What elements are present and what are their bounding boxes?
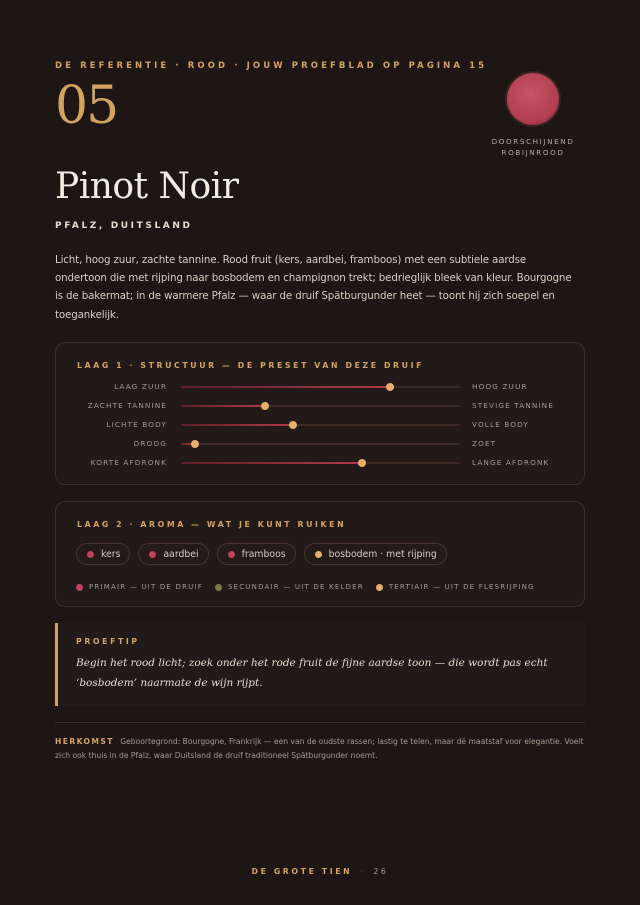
structure-slider-row — [56, 457, 584, 469]
origin-label: HERKOMST — [55, 737, 114, 746]
aroma-legend — [76, 583, 535, 591]
color-swatch — [507, 73, 559, 125]
page-footer — [0, 867, 640, 876]
slider-track[interactable] — [181, 386, 460, 388]
aroma-chip[interactable] — [304, 543, 447, 565]
slider-left-label: LAAG ZUUR — [114, 382, 167, 391]
aroma-chip-label: framboos — [241, 548, 286, 560]
divider — [55, 722, 585, 723]
slider-knob[interactable] — [191, 440, 199, 448]
origin-text: Geboortegrond: Bourgogne, Frankrijk — een van de oudste rassen; lastig te telen, maar dé maatstaf voor elegantie. Voelt zich ook thuis in de Pfalz, waar Duitsland de druif traditioneel Spätburgunder noemt. — [55, 737, 584, 760]
slider-left-label: LICHTE BODY — [106, 420, 167, 429]
swatch-label-line2: ROBIJNROOD — [501, 148, 565, 157]
slider-track[interactable] — [181, 462, 460, 464]
legend-dot-icon — [376, 584, 383, 591]
tip-text: Begin het rood licht; zoek onder het rode fruit de fijne aardse toon — die wordt pas echt ‘bosbodem’ naarmate de wijn rijpt. — [76, 657, 548, 689]
slider-knob[interactable] — [289, 421, 297, 429]
footer-separator: · — [360, 867, 366, 876]
slider-knob[interactable] — [386, 383, 394, 391]
slider-track[interactable] — [181, 424, 460, 426]
structure-slider-row — [56, 438, 584, 450]
intro-paragraph: Licht, hoog zuur, zachte tannine. Rood fruit (kers, aardbei, framboos) met een subtiele aardse ondertoon die met rijping naar bosbodem en champignon trekt; bedrieglijk bleek van kleur. Bourgogne is de bakermat; in de warmere Pfalz — waar de druif Spätburgunder heet — toont hij zich soepel en toegankelijk. — [55, 254, 572, 321]
tasting-tip — [55, 623, 585, 706]
structure-slider-row — [56, 381, 584, 393]
legend-dot-icon — [215, 584, 222, 591]
slider-fill — [181, 462, 362, 464]
aroma-dot-icon — [315, 551, 322, 558]
aroma-chip[interactable] — [76, 543, 130, 565]
slider-fill — [181, 405, 265, 407]
legend-label: PRIMAIR — UIT DE DRUIF — [89, 583, 203, 591]
structure-card — [55, 342, 585, 485]
slider-fill — [181, 424, 293, 426]
page-number: 26 — [373, 867, 389, 876]
slider-fill — [181, 386, 390, 388]
slider-right-label: VOLLE BODY — [472, 420, 529, 429]
aroma-chip[interactable] — [217, 543, 296, 565]
legend-label: SECUNDAIR — UIT DE KELDER — [227, 583, 364, 591]
structure-slider-row — [56, 400, 584, 412]
aroma-chip-list — [76, 543, 447, 565]
section-kicker: DE REFERENTIE · ROOD · JOUW PROEFBLAD OP PAGINA 15 — [55, 61, 488, 71]
aroma-card-title: LAAG 2 · AROMA — WAT JE KUNT RUIKEN — [77, 520, 347, 529]
aroma-dot-icon — [149, 551, 156, 558]
slider-left-label: ZACHTE TANNINE — [87, 401, 167, 410]
swatch-label-line1: DOORSCHIJNEND — [491, 137, 575, 146]
tip-label: PROEFTIP — [76, 637, 140, 646]
page-title: Pinot Noir — [55, 166, 239, 207]
slider-right-label: LANGE AFDRONK — [472, 458, 550, 467]
aroma-dot-icon — [87, 551, 94, 558]
structure-slider-row — [56, 419, 584, 431]
slider-left-label: DROOG — [133, 439, 167, 448]
slider-right-label: STEVIGE TANNINE — [472, 401, 554, 410]
aroma-chip-label: kers — [101, 548, 121, 560]
footer-label: DE GROTE TIEN — [251, 867, 353, 876]
aroma-dot-icon — [228, 551, 235, 558]
slider-track[interactable] — [181, 405, 460, 407]
slider-right-label: HOOG ZUUR — [472, 382, 528, 391]
aroma-chip[interactable] — [138, 543, 208, 565]
slider-knob[interactable] — [261, 402, 269, 410]
slider-knob[interactable] — [358, 459, 366, 467]
region-label: PFALZ, DUITSLAND — [55, 221, 193, 231]
slider-track[interactable] — [181, 443, 460, 445]
slider-left-label: KORTE AFDRONK — [90, 458, 167, 467]
slider-right-label: ZOET — [472, 439, 497, 448]
legend-label: TERTIAIR — UIT DE FLESRIJPING — [388, 583, 535, 591]
aroma-card — [55, 501, 585, 607]
color-swatch-label — [470, 136, 596, 158]
origin-note — [55, 735, 585, 763]
legend-item — [76, 583, 203, 591]
wine-number: 05 — [55, 76, 118, 136]
aroma-chip-label: aardbei — [163, 548, 199, 560]
aroma-chip-label: bosbodem · met rijping — [328, 548, 437, 560]
legend-item — [376, 583, 535, 591]
structure-card-title: LAAG 1 · STRUCTUUR — DE PRESET VAN DEZE DRUIF — [77, 361, 425, 370]
legend-item — [215, 583, 364, 591]
legend-dot-icon — [76, 584, 83, 591]
